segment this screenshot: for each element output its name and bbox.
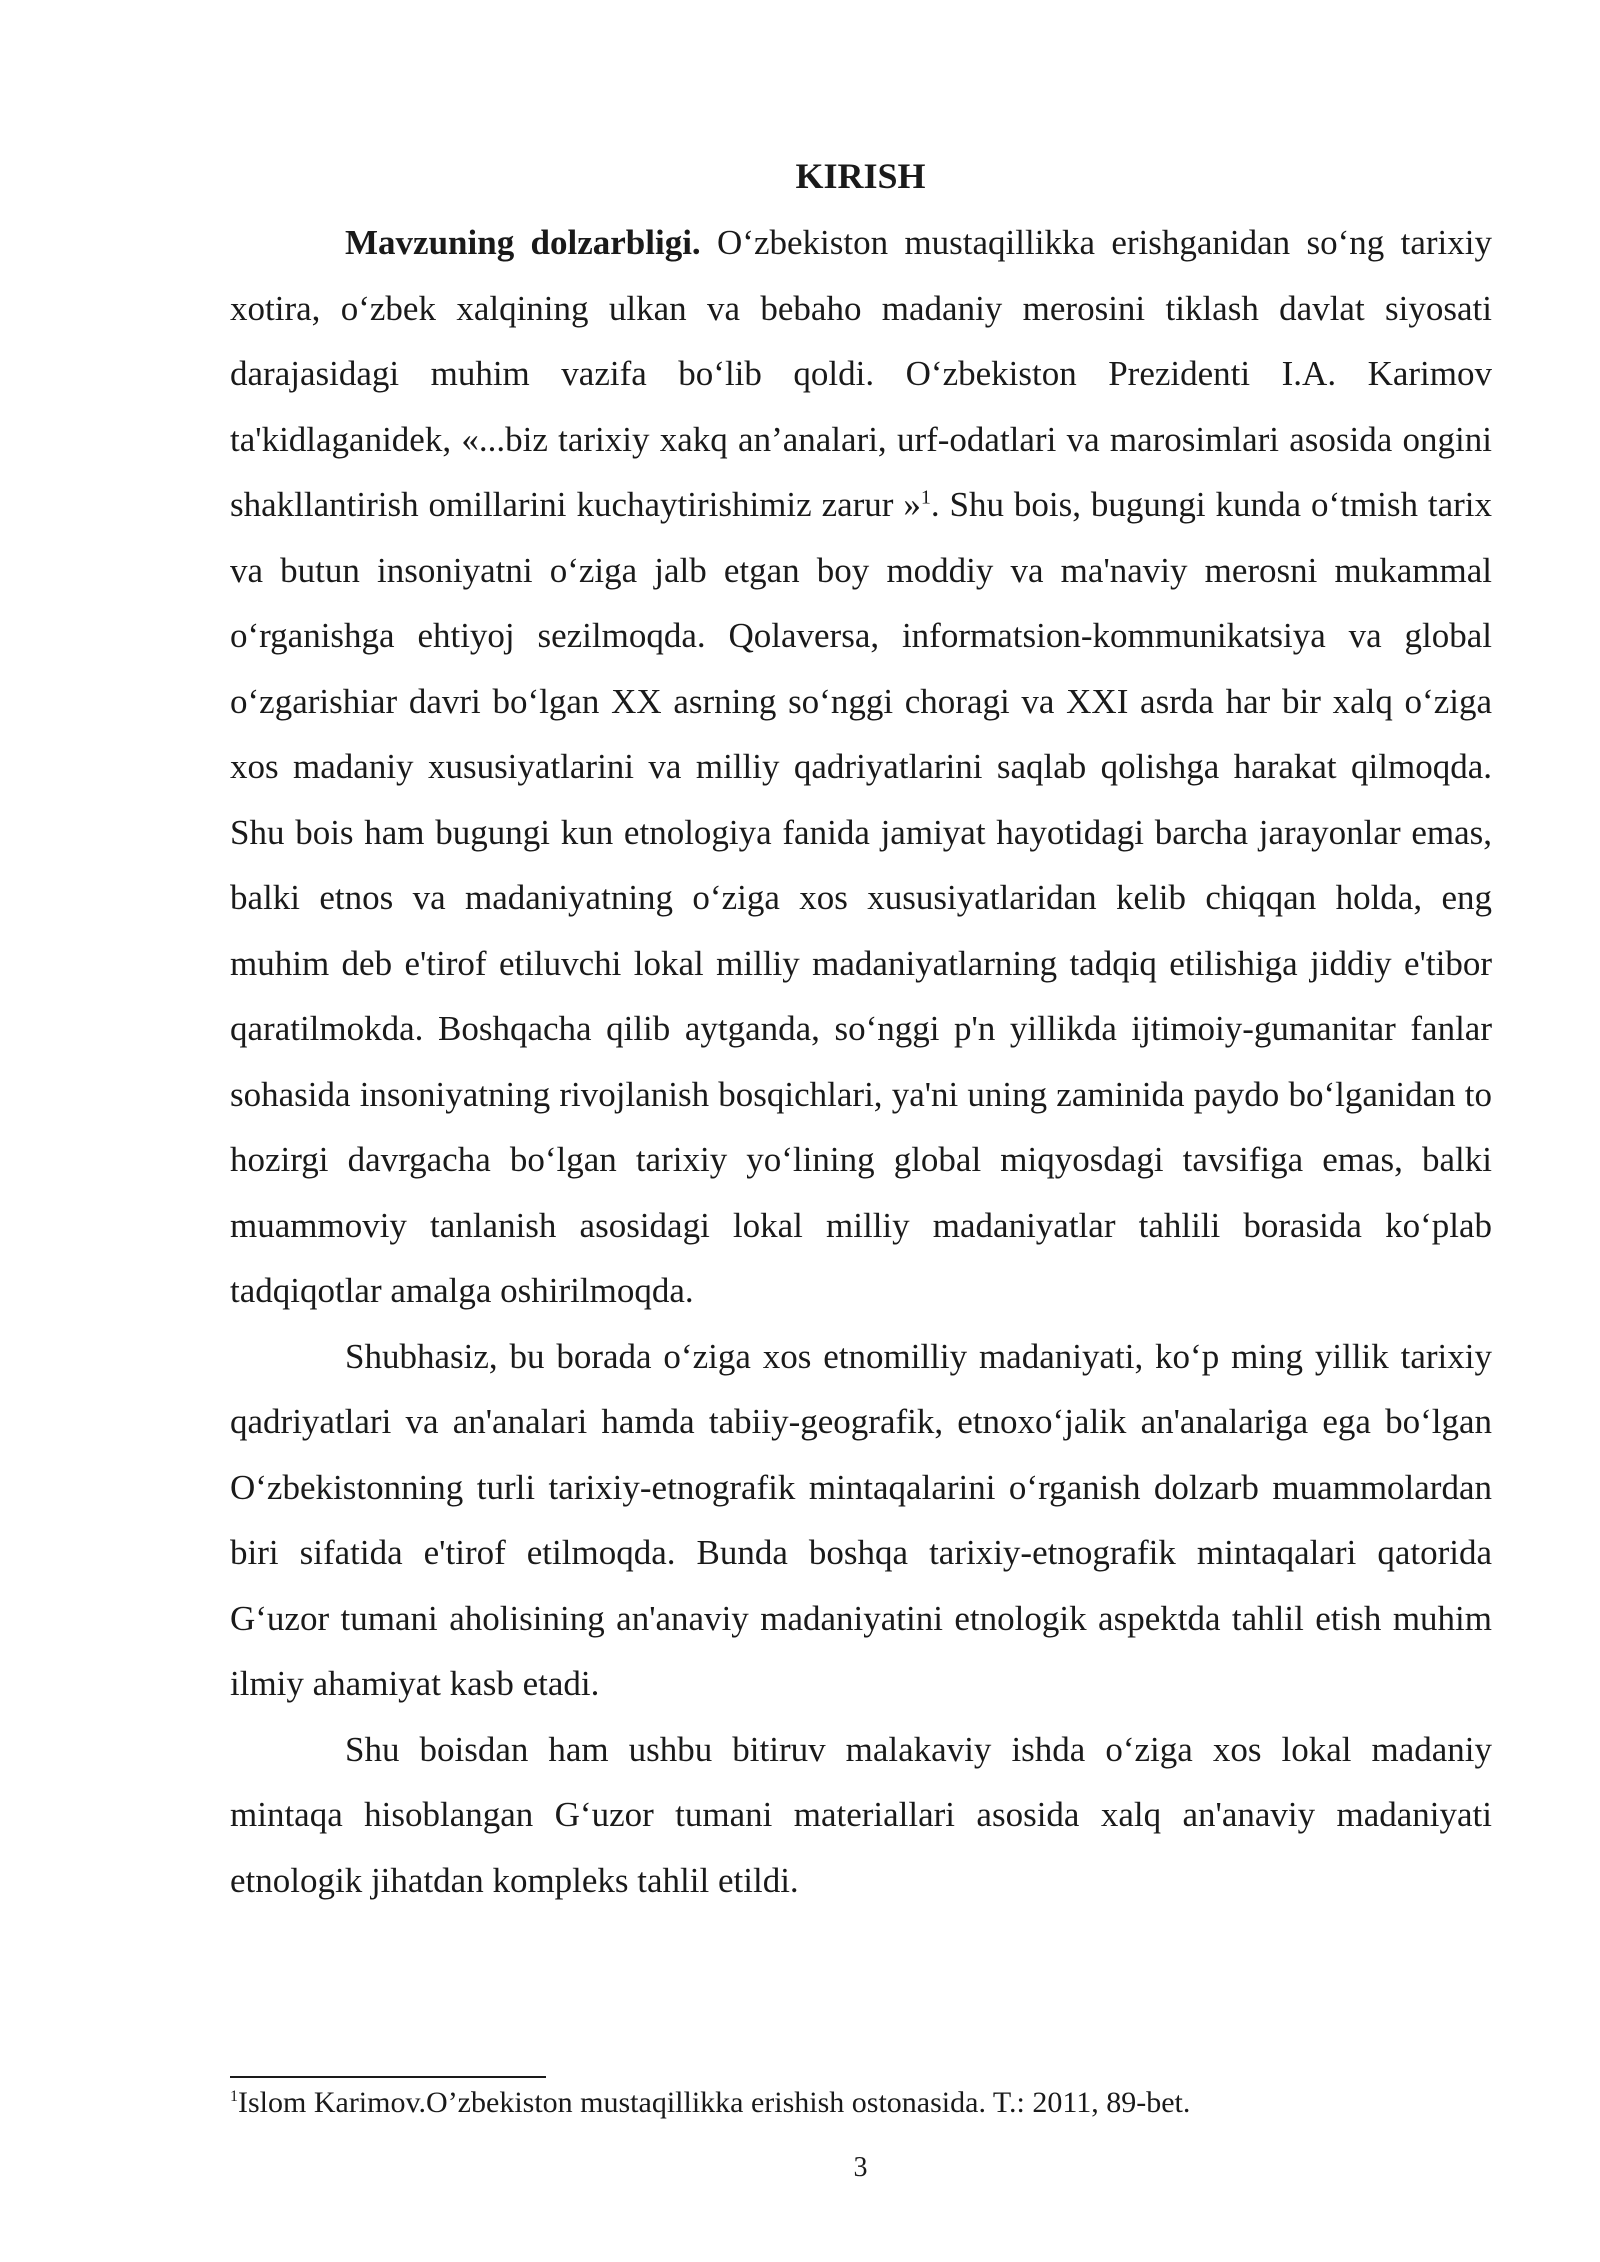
- chapter-title: KIRISH: [795, 156, 926, 196]
- footnote: [230, 2083, 1492, 2123]
- footnote-text: Islom Karimov.O’zbekiston mustaqillikka erishish ostonasida. T.: 2011, 89-bet.: [238, 2086, 1191, 2119]
- footnote-separator: [230, 2076, 546, 2078]
- paragraph-lead: Mavzuning dolzarbligi.: [345, 223, 701, 262]
- paragraph-text: O‘zbekiston mustaqillikka erishganidan so‘ng tarixiy xotira, o‘zbek xalqining ulkan va bebaho madaniy merosini tiklash davlat siyosati darajasidagi muhim vazifa bo‘lib qoldi. O‘zbekiston Prezidenti I.A. Karimov ta'kidlaganidek, «...biz tarixiy xakq an’analari, urf-odatlari va marosimlari asosida ongini shakllantirish omillarini kuchaytirishimiz zarur »: [230, 223, 1492, 524]
- paragraph-text-continued: . Shu bois, bugungi kunda o‘tmish tarix va butun insoniyatni o‘ziga jalb etgan boy moddiy va ma'naviy merosni mukammal o‘rganishga ehtiyoj sezilmoqda. Qolaversa, informatsion-kommunikatsiya va global o‘zgarishiar davri bo‘lgan XX asrning so‘nggi choragi va XXI asrda har bir xalq o‘ziga xos madaniy xususiyatlarini va milliy qadriyatlarini saqlab qolishga harakat qilmoqda. Shu bois ham bugungi kun etnologiya fanida jamiyat hayotidagi barcha jarayonlar emas, balki etnos va madaniyatning o‘ziga xos xususiyatlaridan kelib chiqqan holda, eng muhim deb e'tirof etiluvchi lokal milliy madaniyatlarning tadqiq etilishiga jiddiy e'tibor qaratilmokda. Boshqacha qilib aytganda, so‘nggi p'n yillikda ijtimoiy-gumanitar fanlar sohasida insoniyatning rivojlanish bosqichlari, ya'ni uning zaminida paydo bo‘lganidan to hozirgi davrgacha bo‘lgan tarixiy yo‘lining global miqyosdagi tavsifiga emas, balki muammoviy tanlanish asosidagi lokal milliy madaniyatlar tahlili borasida ko‘plab tadqiqotlar amalga oshirilmoqda.: [230, 485, 1492, 1310]
- footnote-mark: 1: [230, 2088, 238, 2105]
- body-text: [230, 210, 1492, 1913]
- page-number: 3: [853, 2152, 868, 2183]
- paragraph-relevance: [230, 210, 1492, 1324]
- paragraph-thesis-scope: Shu boisdan ham ushbu bitiruv malakaviy ishda o‘ziga xos lokal madaniy mintaqa hisoblangan G‘uzor tumani materiallari asosida xalq an'anaviy madaniyati etnologik jihatdan kompleks tahlil etildi.: [230, 1729, 1492, 1900]
- footnote-reference[interactable]: 1: [920, 486, 931, 509]
- paragraph-regions: Shubhasiz, bu borada o‘ziga xos etnomilliy madaniyati, ko‘p ming yillik tarixiy qadriyatlari va an'analari hamda tabiiy-geografik, etnoxo‘jalik an'analariga ega bo‘lgan O‘zbekistonning turli tarixiy-etnografik mintaqalarini o‘rganish dolzarb muammolardan biri sifatida e'tirof etilmoqda. Bunda boshqa tarixiy-etnografik mintaqalari qatorida G‘uzor tumani aholisining an'anaviy madaniyatini etnologik aspektda tahlil etish muhim ilmiy ahamiyat kasb etadi.: [230, 1336, 1492, 1703]
